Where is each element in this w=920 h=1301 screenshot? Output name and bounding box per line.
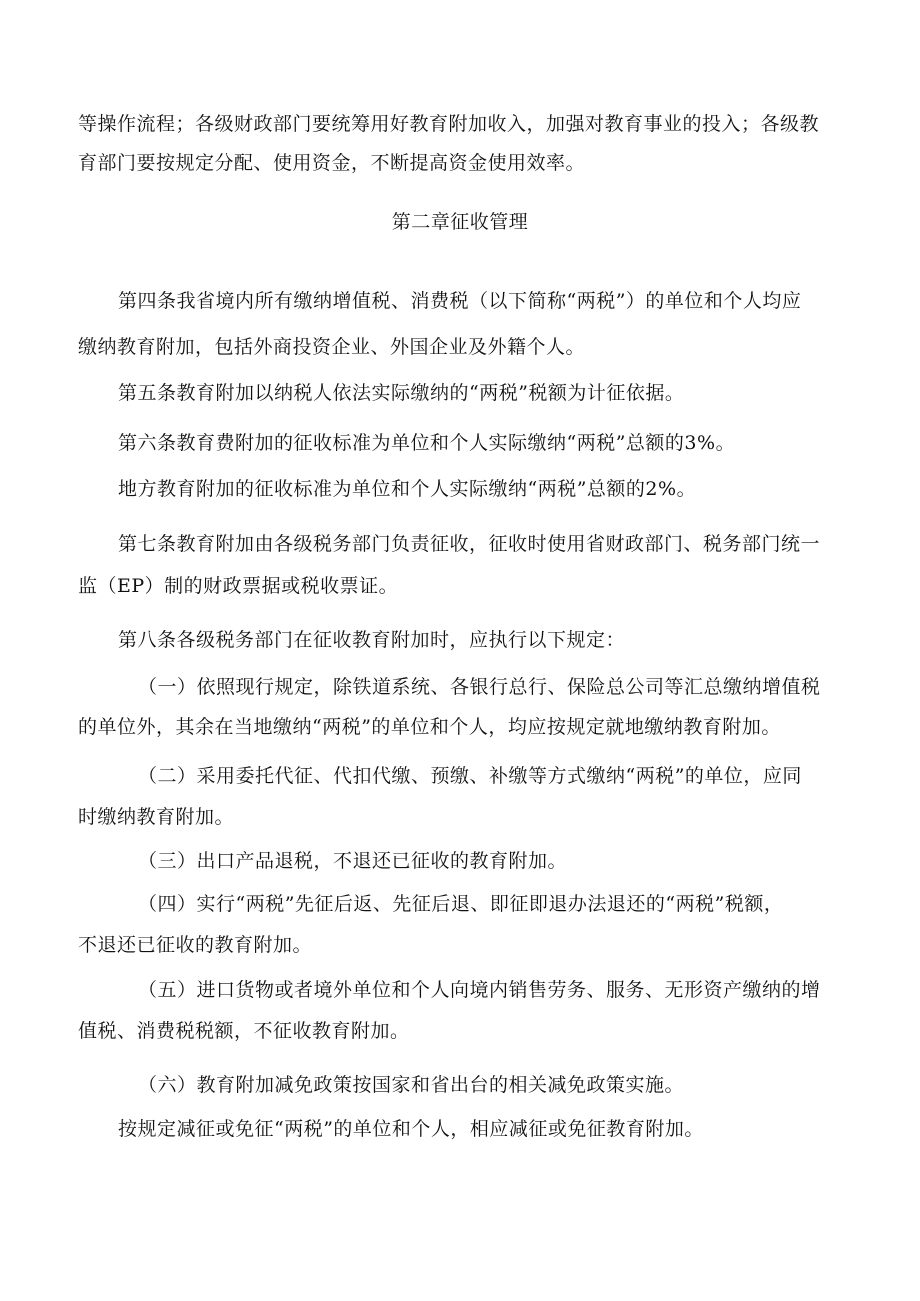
clause-2-line-1: （二）采用委托代征、代扣代缴、预缴、补缴等方式缴纳“两税”的单位，应同	[138, 765, 802, 787]
article-5: 第五条教育附加以纳税人依法实际缴纳的“两税”税额为计征依据。	[118, 382, 685, 404]
clause-4-line-2: 不退还已征收的教育附加。	[78, 934, 313, 956]
article-4-line-2: 缴纳教育附加，包括外商投资企业、外国企业及外籍个人。	[78, 336, 586, 358]
clause-6: （六）教育附加减免政策按国家和省出台的相关减免政策实施。	[138, 1074, 685, 1096]
clause-2-line-2: 时缴纳教育附加。	[78, 806, 235, 828]
article-7-line-2: 监（EP）制的财政票据或税收票证。	[78, 575, 399, 597]
article-4-line-1: 第四条我省境内所有缴纳增值税、消费税（以下简称“两税”）的单位和个人均应	[118, 290, 802, 312]
clause-5-line-1: （五）进口货物或者境外单位和个人向境内销售劳务、服务、无形资产缴纳的增	[138, 979, 821, 1001]
clause-1-line-2: 的单位外，其余在当地缴纳“两税”的单位和个人，均应按规定就地缴纳教育附加。	[78, 716, 781, 738]
clause-1-line-1: （一）依照现行规定，除铁道系统、各银行总行、保险总公司等汇总缴纳增值税	[138, 676, 821, 698]
clause-5-line-2: 值税、消费税税额，不征收教育附加。	[78, 1020, 410, 1042]
paragraph-line: 等操作流程；各级财政部门要统筹用好教育附加收入，加强对教育事业的投入；各级教	[78, 113, 820, 135]
clause-6-note: 按规定减征或免征“两税”的单位和个人，相应减征或免征教育附加。	[118, 1118, 704, 1140]
clause-4-line-1: （四）实行“两税”先征后返、先征后退、即征即退办法退还的“两税”税额，	[138, 893, 784, 915]
article-6: 第六条教育费附加的征收标准为单位和个人实际缴纳“两税”总额的3%。	[118, 432, 736, 454]
article-6-local: 地方教育附加的征收标准为单位和个人实际缴纳“两税”总额的2%。	[118, 478, 697, 500]
article-8: 第八条各级税务部门在征收教育附加时，应执行以下规定：	[118, 629, 626, 651]
clause-3: （三）出口产品退税，不退还已征收的教育附加。	[138, 850, 568, 872]
article-7-line-1: 第七条教育附加由各级税务部门负责征收，征收时使用省财政部门、税务部门统一	[118, 533, 821, 555]
chapter-heading: 第二章征收管理	[391, 211, 529, 233]
paragraph-line: 育部门要按规定分配、使用资金，不断提高资金使用效率。	[78, 152, 586, 174]
